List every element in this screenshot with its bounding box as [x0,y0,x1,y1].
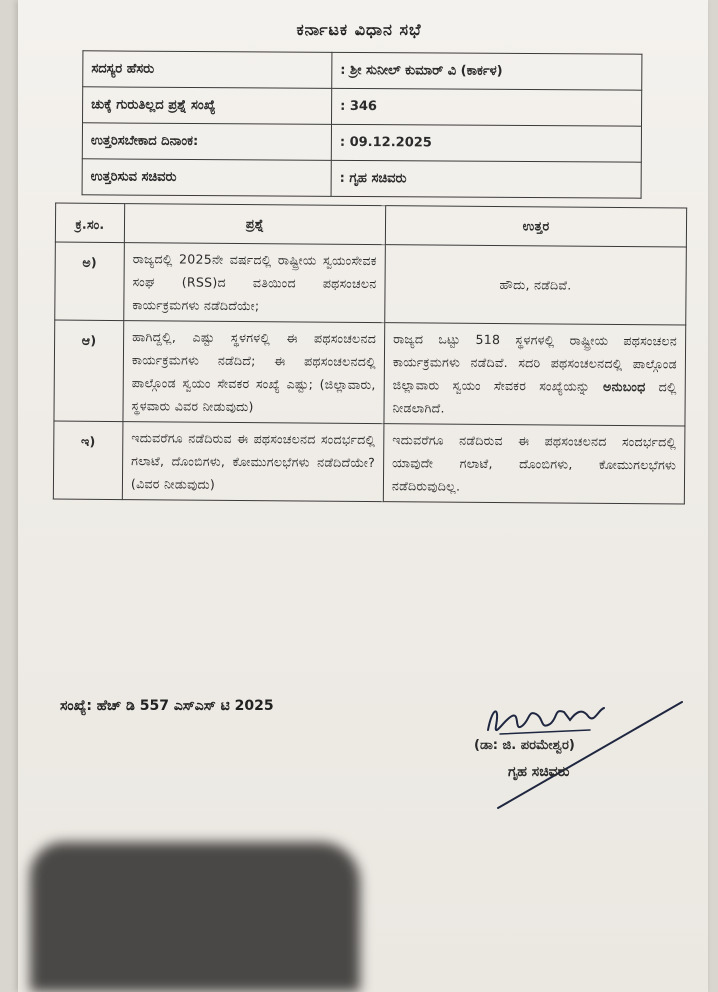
header-answer: ಉತ್ತರ [385,206,686,247]
info-row [83,51,642,90]
header-question: ಪ್ರಶ್ನೆ [124,204,385,245]
info-row [82,159,641,198]
signatory-designation: ಗೃಹ ಸಚಿವರು [508,764,570,780]
info-key: ಉತ್ತರಿಸಬೇಕಾದ ದಿನಾಂಕ: [82,123,331,161]
row-question: ರಾಜ್ಯದಲ್ಲಿ 2025ನೇ ವರ್ಷದಲ್ಲಿ ರಾಷ್ಟ್ರೀಯ ಸ್ವಯಂಸೇವಕ ಸಂಘ (RSS)ದ ವತಿಯಿಂದ ಪಥಸಂಚಲನ ಕಾರ್ಯಕ್ರಮಗಳು ನಡೆದಿದೆಯೇ; [124,243,386,323]
row-answer: ಇದುವರೆಗೂ ನಡೆದಿರುವ ಈ ಪಥಸಂಚಲನದ ಸಂದರ್ಭದಲ್ಲಿ ಯಾವುದೇ ಗಲಾಟೆ, ದೊಂಬಿಗಳು, ಕೋಮುಗಲಭೆಗಳು ನಡೆದಿರುವುದಿಲ್ಲ. [383,424,685,504]
info-row [82,123,641,162]
question-answer-table [53,203,687,505]
document-title: ಕರ್ನಾಟಕ ವಿಧಾನ ಸಭೆ [296,20,422,39]
info-key: ಸದಸ್ಯರ ಹೆಸರು [83,51,332,89]
info-value: : 346 [332,88,642,126]
answer-text: ರಾಜ್ಯದ ಒಟ್ಟು 518 ಸ್ಥಳಗಳಲ್ಲಿ ರಾಷ್ಟ್ರೀಯ ಪಥಸಂಚಲನ ಕಾರ್ಯಕ್ರಮಗಳು ನಡೆದಿವೆ. ಸದರಿ ಪಥಸಂಚಲನದಲ್ಲಿ ಪಾಲ್ಗೊಂಡ ಜಿಲ್ಲಾವಾರು ಸ್ವಯಂ ಸೇವಕರ ಸಂಖ್ಯೆಯನ್ನು [392,331,678,394]
table-header-row [55,203,686,247]
info-value: : ಶ್ರೀ ಸುನೀಲ್ ಕುಮಾರ್ ವಿ (ಕಾರ್ಕಳ) [332,52,642,90]
info-value: : 09.12.2025 [331,124,641,162]
info-key: ಚುಕ್ಕೆ ಗುರುತಿಲ್ಲದ ಪ್ರಶ್ನೆ ಸಂಖ್ಯೆ [83,87,332,125]
row-answer [384,323,686,426]
row-sl-no: ಅ) [55,242,125,321]
header-sl-no: ಕ್ರ.ಸಂ. [55,203,124,243]
table-row [53,421,685,504]
table-row [54,320,686,426]
info-value: : ಗೃಹ ಸಚಿವರು [331,160,641,198]
info-row [83,87,642,126]
row-question: ಇದುವರೆಗೂ ನಡೆದಿರುವ ಈ ಪಥಸಂಚಲನದ ಸಂದರ್ಭದಲ್ಲಿ ಗಲಾಟೆ, ದೊಂಬಿಗಳು, ಕೋಮುಗಲಭೆಗಳು ನಡೆದಿದೆಯೇ? (ವಿವರ ನೀಡುವುದು) [122,422,384,502]
reference-number: ಸಂಖ್ಯೆ: ಹೆಚ್ ಡಿ 557 ಎಸ್ಎಸ್ ಟಿ 2025 [60,698,274,714]
answer-text: ದಲ್ಲಿ ನೀಡಲಾಗಿದೆ. [392,379,677,416]
member-info-table [82,50,643,198]
redacted-area [30,842,360,992]
row-sl-no: ಆ) [54,320,124,422]
row-question: ಹಾಗಿದ್ದಲ್ಲಿ, ಎಷ್ಟು ಸ್ಥಳಗಳಲ್ಲಿ ಈ ಪಥಸಂಚಲನದ ಕಾರ್ಯಕ್ರಮಗಳು ನಡೆದಿದೆ; ಈ ಪಥಸಂಚಲನದಲ್ಲಿ ಪಾಲ್ಗೊಂಡ ಸ್ವಯಂ ಸೇವಕರ ಸಂಖ್ಯೆ ಎಷ್ಟು; (ಜಿಲ್ಲಾವಾರು, ಸ್ಥಳವಾರು ವಿವರ ನೀಡುವುದು) [123,321,385,424]
annexure-reference: ಅನುಬಂಧ [603,378,646,395]
info-key: ಉತ್ತರಿಸುವ ಸಚಿವರು [82,159,331,197]
row-sl-no: ಇ) [53,421,123,500]
signatory-name: (ಡಾ: ಜಿ. ಪರಮೇಶ್ವರ) [474,738,575,753]
table-row [55,242,687,325]
row-answer: ಹೌದು, ನಡೆದಿವೆ. [385,245,687,325]
